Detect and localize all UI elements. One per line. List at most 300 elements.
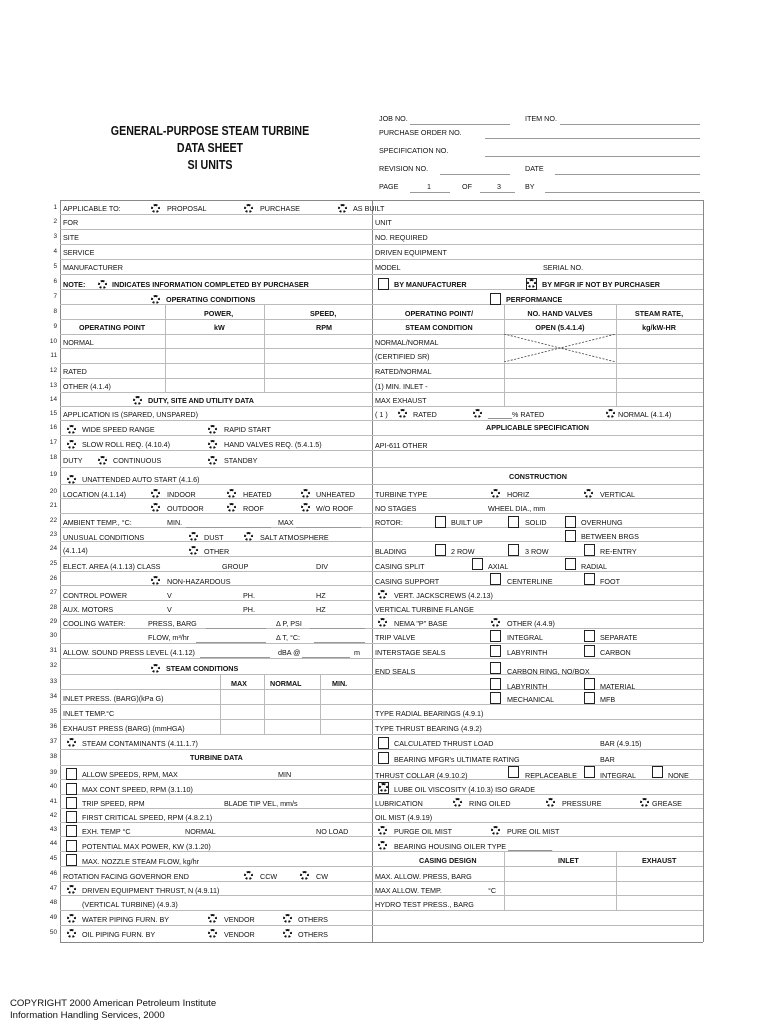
- grid-hline: [60, 704, 703, 705]
- performance-checkbox: [490, 293, 501, 305]
- rapid-start-radio-icon[interactable]: [208, 425, 217, 434]
- grid-hline: [60, 200, 703, 201]
- row-number: 9: [53, 323, 57, 330]
- row-number: 27: [49, 589, 57, 596]
- overhung-label: OVERHUNG: [581, 518, 623, 527]
- steam-contam-radio-icon[interactable]: [67, 738, 76, 747]
- labyrinth-interstage-label: LABYRINTH: [507, 648, 548, 657]
- replaceable-checkbox[interactable]: [508, 766, 519, 778]
- water-others-label: OTHERS: [298, 915, 328, 924]
- solid-checkbox[interactable]: [508, 516, 519, 528]
- speed-heading: SPEED,: [310, 309, 337, 318]
- radial-label: RADIAL: [581, 562, 607, 571]
- slow-roll-radio-icon[interactable]: [67, 440, 76, 449]
- serial-no-label: SERIAL NO.: [543, 263, 584, 272]
- water-piping-radio-icon[interactable]: [67, 914, 76, 923]
- row-number: 39: [49, 769, 57, 776]
- interstage-label: INTERSTAGE SEALS: [375, 648, 446, 657]
- grid-hline: [60, 734, 703, 735]
- vertical-turbine-label: (VERTICAL TURBINE) (4.9.3): [82, 900, 178, 909]
- oil-others-radio-icon[interactable]: [283, 929, 292, 938]
- purge-oil-radio-icon[interactable]: [378, 826, 387, 835]
- ambient-max-field[interactable]: [296, 527, 361, 528]
- duty-site-heading: DUTY, SITE AND UTILITY DATA: [148, 396, 254, 405]
- row-number: 49: [49, 914, 57, 921]
- rpm-heading: RPM: [316, 323, 332, 332]
- ccw-label: CCW: [260, 872, 278, 881]
- application-is-label: APPLICATION IS (SPARED, UNSPARED): [63, 410, 198, 419]
- by-field[interactable]: [545, 192, 700, 193]
- trip-speed-checkbox[interactable]: [66, 797, 77, 809]
- grid-vline: [616, 851, 617, 910]
- water-others-radio-icon[interactable]: [283, 914, 292, 923]
- grid-hline: [60, 467, 703, 468]
- material-label: MATERIAL: [600, 682, 636, 691]
- dba-label: dBA @: [278, 648, 301, 657]
- row-number: 3: [53, 233, 57, 240]
- purchaser-indicator-icon: [98, 280, 107, 289]
- row-number: 38: [49, 753, 57, 760]
- row-number: 29: [49, 618, 57, 625]
- three-row-checkbox[interactable]: [508, 544, 519, 556]
- control-power-hz-label: HZ: [316, 591, 326, 600]
- as-built-radio-icon[interactable]: [338, 204, 347, 213]
- grid-hline: [60, 822, 703, 823]
- dba-distance-field[interactable]: [302, 657, 350, 658]
- roof-label: ROOF: [243, 504, 264, 513]
- continuous-radio-icon[interactable]: [98, 456, 107, 465]
- centerline-checkbox[interactable]: [490, 573, 501, 585]
- grid-hline: [60, 392, 703, 393]
- max-allow-press-label: MAX. ALLOW. PRESS, BARG: [375, 872, 472, 881]
- between-brgs-checkbox[interactable]: [565, 530, 576, 542]
- cooling-flow-label: FLOW, m³/hr: [148, 633, 190, 642]
- outdoor-radio-icon[interactable]: [151, 503, 160, 512]
- by-label: BY: [525, 182, 535, 191]
- dust-label: DUST: [204, 533, 224, 542]
- purchase-label: PURCHASE: [260, 204, 300, 213]
- grid-hline: [60, 541, 703, 542]
- bearing-housing-radio-icon[interactable]: [378, 841, 387, 850]
- grid-hline: [60, 513, 703, 514]
- pure-oil-radio-icon[interactable]: [491, 826, 500, 835]
- lube-oil-label: LUBE OIL VISCOSITY (4.10.3) ISO GRADE: [394, 785, 536, 794]
- sound-field[interactable]: [200, 657, 270, 658]
- labyrinth-end-checkbox[interactable]: [490, 678, 501, 690]
- pct-rated-label: ______% RATED: [488, 410, 545, 419]
- duty-site-icon: [133, 396, 142, 405]
- water-piping-label: WATER PIPING FURN. BY: [82, 915, 170, 924]
- certified-label: (CERTIFIED SR): [375, 352, 430, 361]
- page-label: PAGE: [379, 182, 399, 191]
- carbon-checkbox[interactable]: [584, 645, 595, 657]
- no-required-label: NO. REQUIRED: [375, 233, 428, 242]
- row-number: 26: [49, 575, 57, 582]
- thrust-collar-label: THRUST COLLAR (4.9.10.2): [375, 771, 468, 780]
- potential-max-checkbox[interactable]: [66, 840, 77, 852]
- pct-rated-radio-icon[interactable]: [473, 409, 482, 418]
- grid-hline: [60, 556, 703, 557]
- row-number: 34: [49, 693, 57, 700]
- vert-jackscrews-label: VERT. JACKSCREWS (4.2.13): [394, 591, 493, 600]
- grid-hline: [60, 244, 703, 245]
- heated-label: HEATED: [243, 490, 272, 499]
- page-total-line: [480, 192, 515, 193]
- overhung-checkbox[interactable]: [565, 516, 576, 528]
- kg-kw-hr-heading: kg/kW-HR: [642, 323, 676, 332]
- min-inlet-label: (1) MIN. INLET -: [375, 382, 428, 391]
- job-no-field[interactable]: [410, 124, 510, 125]
- title-line-1: GENERAL-PURPOSE STEAM TURBINE: [110, 123, 310, 138]
- grid-vline: [264, 304, 265, 392]
- operating-conditions-icon: [151, 295, 160, 304]
- row-number: 46: [49, 870, 57, 877]
- ccw-radio-icon[interactable]: [244, 871, 253, 880]
- axial-label: AXIAL: [488, 562, 509, 571]
- row-number: 6: [53, 278, 57, 285]
- open-heading: OPEN (5.4.1.4): [535, 323, 585, 332]
- indoor-radio-icon[interactable]: [151, 489, 160, 498]
- carbon-ring-checkbox[interactable]: [490, 662, 501, 674]
- grid-hline: [60, 925, 703, 926]
- service-label: SERVICE: [63, 248, 95, 257]
- copyright: COPYRIGHT 2000 American Petroleum Institute: [10, 998, 217, 1009]
- row-number: 42: [49, 812, 57, 819]
- mechanical-checkbox[interactable]: [490, 692, 501, 704]
- re-entry-checkbox[interactable]: [584, 544, 595, 556]
- inlet-temp-label: INLET TEMP.°C: [63, 709, 115, 718]
- max-exhaust-label: MAX EXHAUST: [375, 396, 427, 405]
- other-conditions-label: OTHER: [204, 547, 230, 556]
- end-seals-label: END SEALS: [375, 667, 416, 676]
- water-vendor-radio-icon[interactable]: [208, 914, 217, 923]
- water-vendor-label: VENDOR: [224, 915, 255, 924]
- inlet-press-label: INLET PRESS. (BARG)(kPa G): [63, 694, 164, 703]
- cw-radio-icon[interactable]: [300, 871, 309, 880]
- integral-label: INTEGRAL: [507, 633, 543, 642]
- carbon-label: CARBON: [600, 648, 631, 657]
- unheated-radio-icon[interactable]: [301, 489, 310, 498]
- radial-checkbox[interactable]: [565, 558, 576, 570]
- max-allow-temp-label: MAX ALLOW. TEMP.: [375, 886, 442, 895]
- applicable-spec-heading: APPLICABLE SPECIFICATION: [486, 423, 589, 432]
- manufacturer-label: MANUFACTURER: [63, 263, 123, 272]
- no-stages-label: NO STAGES: [375, 504, 417, 513]
- calc-thrust-label: CALCULATED THRUST LOAD: [394, 739, 494, 748]
- built-up-checkbox[interactable]: [435, 516, 446, 528]
- cw-label: CW: [316, 872, 328, 881]
- purchase-radio-icon[interactable]: [244, 204, 253, 213]
- non-hazardous-radio-icon[interactable]: [151, 576, 160, 585]
- min-col-heading: MIN.: [332, 679, 348, 688]
- row-number: 10: [49, 338, 57, 345]
- exhaust-heading: EXHAUST: [642, 856, 677, 865]
- separate-checkbox[interactable]: [584, 630, 595, 642]
- driven-thrust-radio-icon[interactable]: [67, 885, 76, 894]
- no-hand-valves-heading: NO. HAND VALVES: [527, 309, 593, 318]
- max-nozzle-checkbox[interactable]: [66, 854, 77, 866]
- bearing-housing-label: BEARING HOUSING OILER TYPE ___________: [394, 842, 553, 851]
- grid-hline: [60, 881, 703, 882]
- exh-temp-checkbox[interactable]: [66, 825, 77, 837]
- vertical-radio-icon[interactable]: [584, 489, 593, 498]
- site-label: SITE: [63, 233, 79, 242]
- row-number: 41: [49, 798, 57, 805]
- grid-hline: [60, 229, 703, 230]
- ref-4114-label: (4.1.14): [63, 546, 88, 555]
- material-checkbox[interactable]: [584, 678, 595, 690]
- max-cont-label: MAX CONT SPEED, RPM (3.1.10): [82, 785, 193, 794]
- aux-motors-ph-label: PH.: [243, 605, 255, 614]
- normal-414-radio-icon[interactable]: [606, 409, 615, 418]
- rotor-label: ROTOR:: [375, 518, 403, 527]
- ambient-min-field[interactable]: [186, 527, 271, 528]
- driven-thrust-label: DRIVEN EQUIPMENT THRUST, N (4.9.11): [82, 886, 220, 895]
- inlet-heading: INLET: [558, 856, 579, 865]
- other-449-radio-icon[interactable]: [491, 618, 500, 627]
- specification-field[interactable]: [485, 156, 700, 157]
- grid-hline: [60, 628, 703, 629]
- integral-collar-label: INTEGRAL: [600, 771, 636, 780]
- standby-label: STANDBY: [224, 456, 258, 465]
- row-number: 21: [49, 502, 57, 509]
- pressure-label: PRESSURE: [562, 799, 602, 808]
- duty-label: DUTY: [63, 456, 83, 465]
- wheel-dia-label: WHEEL DIA., mm: [488, 504, 546, 513]
- purchase-order-field[interactable]: [485, 138, 700, 139]
- oil-others-label: OTHERS: [298, 930, 328, 939]
- roof-radio-icon[interactable]: [227, 503, 236, 512]
- horiz-radio-icon[interactable]: [491, 489, 500, 498]
- unattended-label: UNATTENDED AUTO START (4.1.6): [82, 475, 200, 484]
- rated-label: RATED: [63, 367, 87, 376]
- labyrinth-interstage-checkbox[interactable]: [490, 645, 501, 657]
- grid-vline: [320, 674, 321, 734]
- grid-hline: [60, 895, 703, 896]
- bearing-mfgr-checkbox[interactable]: [378, 752, 389, 764]
- grid-hline: [60, 749, 703, 750]
- other-conditions-radio-icon[interactable]: [189, 546, 198, 555]
- max-nozzle-label: MAX. NOZZLE STEAM FLOW, kg/hr: [82, 857, 200, 866]
- grid-hline: [60, 319, 703, 320]
- row-number: 5: [53, 263, 57, 270]
- row-number: 4: [53, 248, 57, 255]
- row-number: 35: [49, 708, 57, 715]
- other-449-label: OTHER (4.4.9): [507, 619, 555, 628]
- oil-piping-radio-icon[interactable]: [67, 929, 76, 938]
- row-number: 18: [49, 454, 57, 461]
- vert-jackscrews-radio-icon[interactable]: [378, 590, 387, 599]
- information-handling: Information Handling Services, 2000: [10, 1010, 165, 1021]
- as-built-label: AS BUILT: [353, 204, 385, 213]
- page-number-line: [410, 192, 450, 193]
- for-label: FOR: [63, 218, 79, 227]
- rated-radio-icon[interactable]: [398, 409, 407, 418]
- wo-roof-radio-icon[interactable]: [301, 503, 310, 512]
- driven-equipment-label: DRIVEN EQUIPMENT: [375, 248, 447, 257]
- grid-hline: [60, 866, 703, 867]
- title-line-2: DATA SHEET: [176, 140, 244, 155]
- by-mfgr-indicator-icon: [527, 279, 536, 288]
- cooling-flow-field[interactable]: [196, 642, 266, 643]
- row-number: 36: [49, 723, 57, 730]
- max-cont-checkbox[interactable]: [66, 783, 77, 795]
- exh-normal-label: NORMAL: [185, 827, 216, 836]
- by-mfgr-label: BY MFGR IF NOT BY PURCHASER: [542, 280, 660, 289]
- ambient-label: AMBIENT TEMP., °C:: [63, 518, 132, 527]
- div-label: DIV: [316, 562, 328, 571]
- non-hazardous-label: NON-HAZARDOUS: [167, 577, 231, 586]
- unit-label: UNIT: [375, 218, 392, 227]
- group-label: GROUP: [222, 562, 249, 571]
- row-number: 47: [49, 885, 57, 892]
- delta-p-field[interactable]: [310, 628, 365, 629]
- grid-hline: [60, 614, 703, 615]
- salt-radio-icon[interactable]: [244, 532, 253, 541]
- item-no-label: ITEM NO.: [525, 114, 557, 123]
- pressure-radio-icon[interactable]: [546, 798, 555, 807]
- indoor-label: INDOOR: [167, 490, 196, 499]
- proposal-radio-icon[interactable]: [151, 204, 160, 213]
- standby-radio-icon[interactable]: [208, 456, 217, 465]
- aux-motors-v-label: V: [167, 605, 172, 614]
- title-line-3: SI UNITS: [187, 157, 233, 172]
- trip-speed-label: TRIP SPEED, RPM: [82, 799, 145, 808]
- by-manufacturer-label: BY MANUFACTURER: [394, 280, 467, 289]
- delta-t-field[interactable]: [314, 642, 365, 643]
- calc-thrust-checkbox[interactable]: [378, 737, 389, 749]
- horiz-label: HORIZ: [507, 490, 530, 499]
- blade-tip-label: BLADE TIP VEL, mm/s: [224, 799, 298, 808]
- steam-conditions-heading: STEAM CONDITIONS: [166, 664, 239, 673]
- unattended-radio-icon[interactable]: [67, 475, 76, 484]
- other-414-label: OTHER (4.1.4): [63, 382, 111, 391]
- date-field[interactable]: [555, 174, 700, 175]
- axial-checkbox[interactable]: [472, 558, 483, 570]
- bar-label: BAR: [600, 755, 615, 764]
- row-number: 33: [49, 678, 57, 685]
- ambient-min-label: MIN.: [167, 518, 183, 527]
- revision-label: REVISION NO.: [379, 164, 429, 173]
- integral-checkbox[interactable]: [490, 630, 501, 642]
- oil-piping-label: OIL PIPING FURN. BY: [82, 930, 156, 939]
- row-number: 32: [49, 662, 57, 669]
- dust-radio-icon[interactable]: [189, 532, 198, 541]
- continuous-label: CONTINUOUS: [113, 456, 162, 465]
- lubrication-label: LUBRICATION: [375, 799, 423, 808]
- normal-414-label: NORMAL (4.1.4): [618, 410, 672, 419]
- grid-hline: [60, 484, 703, 485]
- normal-normal-label: NORMAL/NORMAL: [375, 338, 439, 347]
- grid-hline: [60, 836, 703, 837]
- grid-hline: [60, 808, 703, 809]
- exhaust-press-label: EXHAUST PRESS (BARG) (mmHGA): [63, 724, 185, 733]
- location-label: LOCATION (4.1.14): [63, 490, 126, 499]
- crossed-out-cell: [504, 334, 616, 362]
- grid-hline: [60, 274, 703, 275]
- grid-hline: [60, 942, 703, 943]
- trip-valve-label: TRIP VALVE: [375, 633, 416, 642]
- ambient-max-label: MAX: [278, 518, 294, 527]
- row-number: 14: [49, 396, 57, 403]
- cooling-water-label: COOLING WATER:: [63, 619, 126, 628]
- row-number: 13: [49, 382, 57, 389]
- hand-valves-req-label: HAND VALVES REQ. (5.4.1.5): [224, 440, 322, 449]
- between-brgs-label: BETWEEN BRGS: [581, 532, 639, 541]
- slow-roll-label: SLOW ROLL REQ. (4.10.4): [82, 440, 171, 449]
- oil-vendor-label: VENDOR: [224, 930, 255, 939]
- normal-col-heading: NORMAL: [270, 679, 302, 688]
- job-no-label: JOB NO.: [379, 114, 408, 123]
- grid-hline: [60, 719, 703, 720]
- integral-collar-checkbox[interactable]: [584, 766, 595, 778]
- oil-vendor-radio-icon[interactable]: [208, 929, 217, 938]
- mfb-checkbox[interactable]: [584, 692, 595, 704]
- hand-valves-req-radio-icon[interactable]: [208, 440, 217, 449]
- row-number: 40: [49, 783, 57, 790]
- normal-label: NORMAL: [63, 338, 94, 347]
- delta-p-label: Δ P, PSI: [276, 619, 302, 628]
- row-number: 43: [49, 826, 57, 833]
- grid-hline: [60, 450, 703, 451]
- turbine-data-heading: TURBINE DATA: [190, 753, 243, 762]
- hydro-test-label: HYDRO TEST PRESS., BARG: [375, 900, 474, 909]
- row-number: 44: [49, 840, 57, 847]
- steam-conditions-icon: [151, 664, 160, 673]
- applicable-to-label: APPLICABLE TO:: [63, 204, 121, 213]
- foot-label: FOOT: [600, 577, 620, 586]
- control-power-ph-label: PH.: [243, 591, 255, 600]
- two-row-checkbox[interactable]: [435, 544, 446, 556]
- revision-field[interactable]: [440, 174, 510, 175]
- nema-p-radio-icon[interactable]: [378, 618, 387, 627]
- performance-heading: PERFORMANCE: [506, 295, 563, 304]
- model-label: MODEL: [375, 263, 401, 272]
- cooling-press-field[interactable]: [206, 628, 266, 629]
- wide-speed-radio-icon[interactable]: [67, 425, 76, 434]
- note-label: NOTE:: [63, 280, 86, 289]
- two-row-label: 2 ROW: [451, 547, 475, 556]
- grid-hline: [60, 304, 703, 305]
- construction-heading: CONSTRUCTION: [509, 472, 567, 481]
- aux-motors-hz-label: HZ: [316, 605, 326, 614]
- grease-radio-icon[interactable]: [640, 798, 649, 807]
- ring-oiled-radio-icon[interactable]: [453, 798, 462, 807]
- steam-condition-heading: STEAM CONDITION: [405, 323, 473, 332]
- exh-temp-label: EXH. TEMP °C: [82, 827, 131, 836]
- first-crit-checkbox[interactable]: [66, 811, 77, 823]
- item-no-field[interactable]: [560, 124, 700, 125]
- grid-vline: [165, 304, 166, 392]
- thrust-bearing-label: TYPE THRUST BEARING (4.9.2): [375, 724, 482, 733]
- none-checkbox[interactable]: [652, 766, 663, 778]
- row-number: 7: [53, 293, 57, 300]
- foot-checkbox[interactable]: [584, 573, 595, 585]
- row-number: 16: [49, 424, 57, 431]
- grid-vline: [504, 851, 505, 910]
- by-manufacturer-checkbox: [378, 278, 389, 290]
- pure-oil-label: PURE OIL MIST: [507, 827, 560, 836]
- allow-speeds-checkbox[interactable]: [66, 768, 77, 780]
- elect-area-label: ELECT. AREA (4.1.13) CLASS: [63, 562, 161, 571]
- heated-radio-icon[interactable]: [227, 489, 236, 498]
- control-power-v-label: V: [167, 591, 172, 600]
- casing-split-label: CASING SPLIT: [375, 562, 425, 571]
- grid-hline: [60, 214, 703, 215]
- grid-vline: [264, 674, 265, 734]
- grid-hline: [60, 363, 703, 364]
- row-number: 24: [49, 545, 57, 552]
